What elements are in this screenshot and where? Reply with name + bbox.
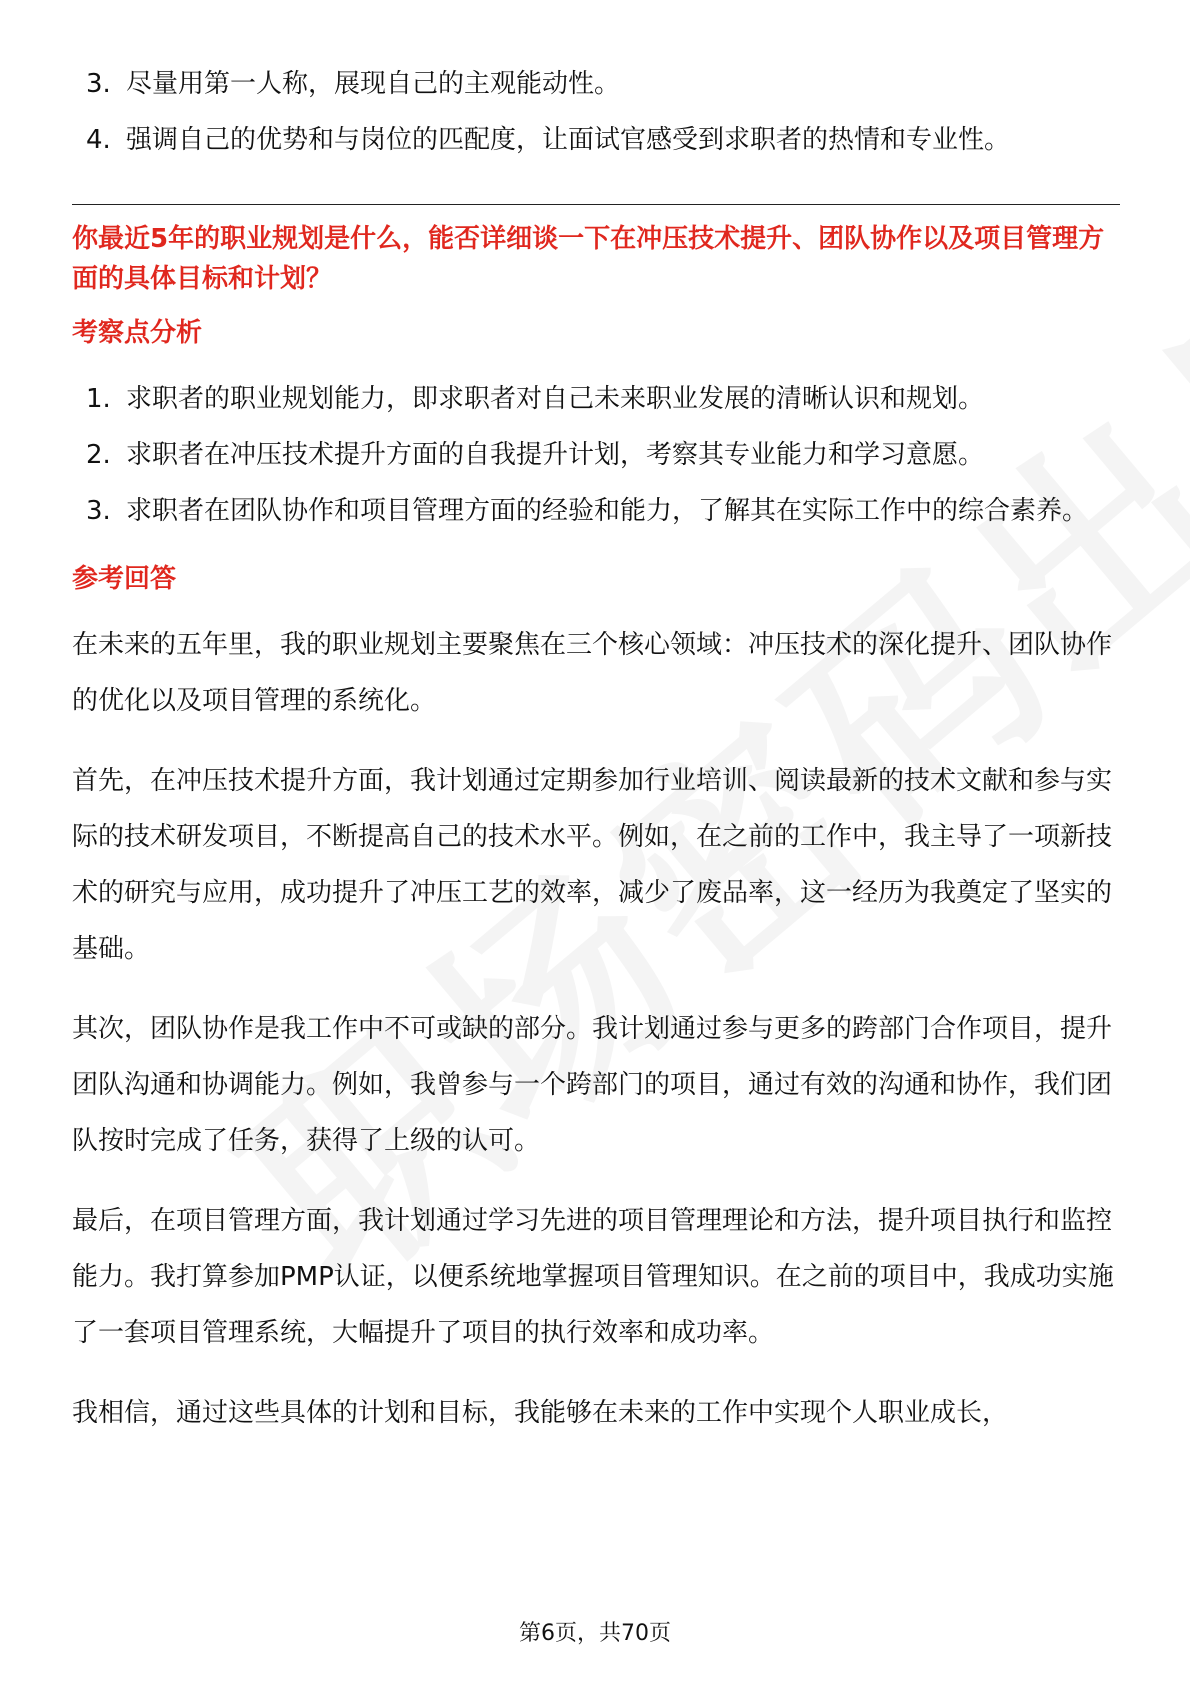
list-text: 求职者在冲压技术提升方面的自我提升计划，考察其专业能力和学习意愿。 — [126, 440, 985, 470]
page-number: 第6页，共70页 — [519, 1621, 671, 1646]
analysis-list — [72, 371, 1120, 539]
section-divider — [72, 204, 1120, 205]
answer-paragraph: 在未来的五年里，我的职业规划主要聚焦在三个核心领域：冲压技术的深化提升、团队协作的优化以及项目管理的系统化。 — [72, 630, 1113, 716]
list-number: 4. — [86, 125, 111, 155]
list-text: 强调自己的优势和与岗位的匹配度，让面试官感受到求职者的热情和专业性。 — [126, 125, 1011, 155]
answer-paragraph: 我相信，通过这些具体的计划和目标，我能够在未来的工作中实现个人职业成长， — [72, 1398, 1009, 1428]
list-item — [72, 483, 1120, 539]
tips-list — [72, 56, 1120, 168]
list-number: 3. — [86, 69, 111, 99]
list-item — [72, 371, 1120, 427]
list-item — [72, 112, 1120, 168]
list-item — [72, 427, 1120, 483]
list-text: 求职者的职业规划能力，即求职者对自己未来职业发展的清晰认识和规划。 — [126, 384, 985, 414]
list-number: 3. — [86, 496, 111, 526]
answer-paragraph: 其次，团队协作是我工作中不可或缺的部分。我计划通过参与更多的跨部门合作项目，提升团队沟通和协调能力。例如，我曾参与一个跨部门的项目，通过有效的沟通和协作，我们团队按时完成了任务，获得了上级的认可。 — [72, 1014, 1113, 1156]
list-item — [72, 56, 1120, 112]
list-text: 求职者在团队协作和项目管理方面的经验和能力，了解其在实际工作中的综合素养。 — [126, 496, 1089, 526]
answer-heading: 参考回答 — [72, 564, 177, 594]
list-number: 1. — [86, 384, 111, 414]
answer-paragraph: 首先，在冲压技术提升方面，我计划通过定期参加行业培训、阅读最新的技术文献和参与实际的技术研发项目，不断提高自己的技术水平。例如，在之前的工作中，我主导了一项新技术的研究与应用，成功提升了冲压工艺的效率，减少了废品率，这一经历为我奠定了坚实的基础。 — [72, 766, 1113, 964]
page-content — [72, 56, 1120, 1465]
analysis-heading: 考察点分析 — [72, 318, 203, 348]
list-number: 2. — [86, 440, 111, 470]
answer-paragraph: 最后，在项目管理方面，我计划通过学习先进的项目管理理论和方法，提升项目执行和监控能力。我打算参加PMP认证，以便系统地掌握项目管理知识。在之前的项目中，我成功实施了一套项目管理系统，大幅提升了项目的执行效率和成功率。 — [72, 1206, 1114, 1348]
list-text: 尽量用第一人称，展现自己的主观能动性。 — [126, 69, 621, 99]
interview-question: 你最近5年的职业规划是什么，能否详细谈一下在冲压技术提升、团队协作以及项目管理方面的具体目标和计划？ — [72, 224, 1105, 294]
